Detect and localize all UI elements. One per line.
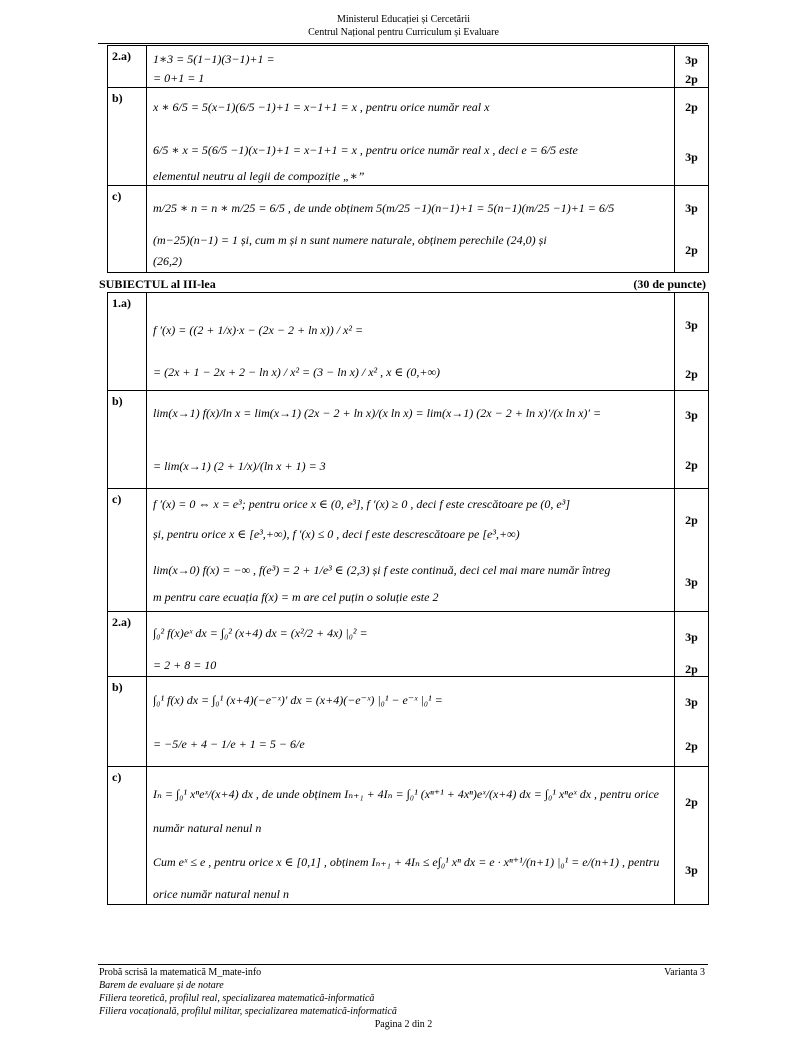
item-content — [147, 186, 675, 273]
points-value: 3p — [685, 150, 698, 164]
points-value: 2p — [685, 739, 698, 753]
table-row — [108, 186, 709, 273]
content-line: lim(x→0) f(x) = −∞ , f(e³) = 2 + 1/e³ ∈ (2,3) și f este continuă, deci cel mai mare număr întreg — [153, 563, 611, 577]
item-content — [147, 391, 675, 489]
item-content — [147, 88, 675, 186]
item-points — [675, 391, 709, 489]
item-label: c) — [108, 186, 147, 273]
item-points — [675, 612, 709, 677]
header-ministry: Ministerul Educației și Cercetării — [336, 14, 470, 25]
section-title: SUBIECTUL al III-lea — [99, 277, 216, 291]
table-row — [108, 391, 709, 489]
points-value: 3p — [685, 201, 698, 215]
content-line: și, pentru orice x ∈ [e³,+∞), f ′(x) ≤ 0 , deci f este descrescătoare pe [e³,+∞) — [153, 527, 520, 541]
item-points — [675, 489, 709, 612]
header-rule — [98, 43, 708, 44]
item-content — [147, 489, 675, 612]
item-label: b) — [108, 391, 147, 489]
content-line: = 0+1 = 1 — [153, 71, 205, 85]
footer-barem: Barem de evaluare și de notare — [99, 980, 224, 991]
item-content — [147, 677, 675, 767]
item-label: 2.a) — [108, 612, 147, 677]
content-line: ∫₀¹ f(x) dx = ∫₀¹ (x+4)(−e⁻ˣ)′ dx = (x+4)(−e⁻ˣ) |₀¹ − e⁻ˣ |₀¹ = — [153, 693, 443, 707]
content-line: (26,2) — [153, 254, 182, 268]
content-line: 1∗3 = 5(1−1)(3−1)+1 = — [153, 52, 275, 66]
section-points: (30 de puncte) — [633, 277, 706, 291]
points-value: 2p — [685, 795, 698, 809]
points-value: 3p — [685, 863, 698, 877]
table-row — [108, 88, 709, 186]
content-line: elementul neutru al legii de compoziție „∗” — [153, 169, 365, 183]
item-points — [675, 186, 709, 273]
points-value: 2p — [685, 662, 698, 676]
table-row — [108, 767, 709, 905]
points-value: 3p — [685, 53, 698, 67]
content-line: lim(x→1) f(x)/ln x = lim(x→1) (2x − 2 + ln x)/(x ln x) = lim(x→1) (2x − 2 + ln x)′/(x ln x)′ = — [153, 406, 602, 420]
page-number: Pagina 2 din 2 — [374, 1019, 433, 1030]
points-value: 2p — [685, 513, 698, 527]
content-line: Iₙ = ∫₀¹ xⁿeˣ/(x+4) dx , de unde obținem Iₙ₊₁ + 4Iₙ = ∫₀¹ (xⁿ⁺¹ + 4xⁿ)eˣ/(x+4) dx = ∫₀¹ xⁿeˣ dx , pentru orice — [153, 787, 660, 801]
table-row — [108, 46, 709, 88]
footer-filiera-teoretica: Filiera teoretică, profilul real, specializarea matematică-informatică — [99, 993, 375, 1004]
item-label: c) — [108, 489, 147, 612]
content-line: număr natural nenul n — [153, 821, 262, 835]
item-label: b) — [108, 677, 147, 767]
content-line: 6/5 ∗ x = 5(6/5 −1)(x−1)+1 = x−1+1 = x , pentru orice număr real x , deci e = 6/5 este — [153, 143, 578, 157]
points-value: 2p — [685, 100, 698, 114]
points-value: 3p — [685, 318, 698, 332]
points-value: 3p — [685, 575, 698, 589]
content-line: = −5/e + 4 − 1/e + 1 = 5 − 6/e — [153, 737, 305, 751]
content-line: = 2 + 8 = 10 — [153, 658, 217, 672]
grading-table-part3 — [107, 292, 709, 905]
points-value: 3p — [685, 630, 698, 644]
content-line: orice număr natural nenul n — [153, 887, 289, 901]
item-label: 2.a) — [108, 46, 147, 88]
item-points — [675, 767, 709, 905]
content-line: ∫₀² f(x)eˣ dx = ∫₀² (x+4) dx = (x²/2 + 4x) |₀² = — [153, 626, 368, 640]
item-points — [675, 88, 709, 186]
item-label: b) — [108, 88, 147, 186]
item-points — [675, 46, 709, 88]
item-content — [147, 612, 675, 677]
content-line: f ′(x) = 0 ⇔ x = e³; pentru orice x ∈ (0, e³], f ′(x) ≥ 0 , deci f este crescătoare pe (0, e³] — [153, 497, 571, 511]
footer-variant: Varianta 3 — [664, 967, 705, 978]
points-value: 3p — [685, 408, 698, 422]
points-value: 2p — [685, 458, 698, 472]
footer-filiera-vocationala: Filiera vocațională, profilul militar, specializarea matematică-informatică — [99, 1006, 397, 1017]
table-row — [108, 612, 709, 677]
footer-subject: Probă scrisă la matematică M_mate-info — [99, 967, 262, 978]
content-line: = lim(x→1) (2 + 1/x)/(ln x + 1) = 3 — [153, 459, 326, 473]
item-label: c) — [108, 767, 147, 905]
table-row — [108, 677, 709, 767]
points-value: 2p — [685, 243, 698, 257]
content-line: f ′(x) = ((2 + 1/x)·x − (2x − 2 + ln x)) / x² = — [153, 323, 364, 337]
grading-table-part2 — [107, 45, 709, 273]
points-value: 3p — [685, 695, 698, 709]
table-row — [108, 489, 709, 612]
item-content — [147, 767, 675, 905]
content-line: Cum eˣ ≤ e , pentru orice x ∈ [0,1] , obținem Iₙ₊₁ + 4Iₙ ≤ e∫₀¹ xⁿ dx = e · xⁿ⁺¹/(n+1) |₀¹ = e/(n+1) , pentru — [153, 855, 660, 869]
item-content — [147, 46, 675, 88]
content-line: m pentru care ecuația f(x) = m are cel puțin o soluție este 2 — [153, 590, 439, 604]
content-line: m/25 ∗ n = n ∗ m/25 = 6/5 , de unde obținem 5(m/25 −1)(n−1)+1 = 5(n−1)(m/25 −1)+1 = 6/5 — [153, 201, 615, 215]
item-label: 1.a) — [108, 293, 147, 391]
content-line: = (2x + 1 − 2x + 2 − ln x) / x² = (3 − ln x) / x² , x ∈ (0,+∞) — [153, 365, 441, 379]
points-value: 2p — [685, 367, 698, 381]
table-row — [108, 293, 709, 391]
content-line: x ∗ 6/5 = 5(x−1)(6/5 −1)+1 = x−1+1 = x , pentru orice număr real x — [153, 100, 490, 114]
item-content — [147, 293, 675, 391]
content-line: (m−25)(n−1) = 1 și, cum m și n sunt numere naturale, obținem perechile (24,0) și — [153, 233, 547, 247]
section-heading — [99, 277, 706, 292]
item-points — [675, 293, 709, 391]
header-center: Centrul Național pentru Curriculum și Evaluare — [308, 27, 499, 38]
item-points — [675, 677, 709, 767]
footer-rule — [98, 964, 708, 965]
points-value: 2p — [685, 72, 698, 86]
